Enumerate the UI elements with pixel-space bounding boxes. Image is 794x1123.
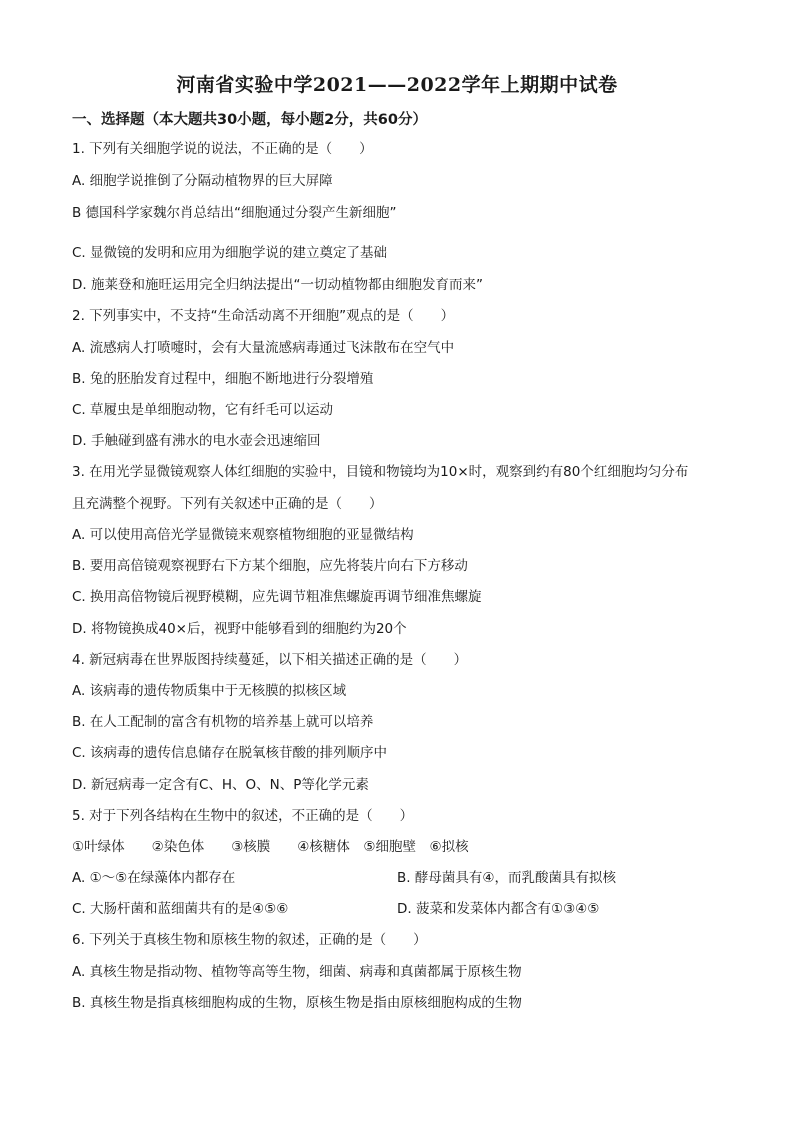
question-5-option-d: D. 菠菜和发菜体内都含有①③④⑤ (397, 901, 600, 917)
question-1-stem: 1. 下列有关细胞学说的说法，不正确的是（ ） (72, 141, 373, 157)
question-5-option-b: B. 酵母菌具有④，而乳酸菌具有拟核 (397, 870, 616, 886)
question-3-option-a: A. 可以使用高倍光学显微镜来观察植物细胞的亚显微结构 (72, 527, 414, 543)
question-2-option-a: A. 流感病人打喷嚏时，会有大量流感病毒通过飞沫散布在空气中 (72, 340, 455, 356)
question-3-stem-line-1: 3. 在用光学显微镜观察人体红细胞的实验中，目镜和物镜均为10×时，观察到约有80个红细胞均匀分布 (72, 464, 689, 480)
question-3-option-b: B. 要用高倍镜观察视野右下方某个细胞，应先将装片向右下方移动 (72, 558, 468, 574)
question-1-option-b: B 德国科学家魏尔肖总结出“细胞通过分裂产生新细胞” (72, 205, 397, 221)
question-2-option-b: B. 兔的胚胎发育过程中，细胞不断地进行分裂增殖 (72, 371, 374, 387)
question-6-option-b: B. 真核生物是指真核细胞构成的生物，原核生物是指由原核细胞构成的生物 (72, 995, 522, 1011)
question-3-option-c: C. 换用高倍物镜后视野模糊，应先调节粗准焦螺旋再调节细准焦螺旋 (72, 589, 482, 605)
question-4-option-c: C. 该病毒的遗传信息储存在脱氧核苷酸的排列顺序中 (72, 745, 388, 761)
question-5-structures: ①叶绿体 ②染色体 ③核膜 ④核糖体 ⑤细胞壁 ⑥拟核 (72, 839, 469, 855)
question-3-stem-line-2: 且充满整个视野。下列有关叙述中正确的是（ ） (72, 496, 383, 512)
question-1-option-a: A. 细胞学说推倒了分隔动植物界的巨大屏障 (72, 173, 333, 189)
question-4-stem: 4. 新冠病毒在世界版图持续蔓延，以下相关描述正确的是（ ） (72, 652, 468, 668)
section-header: 一、选择题（本大题共30小题，每小题2分，共60分） (72, 112, 427, 128)
question-4-option-d: D. 新冠病毒一定含有C、H、O、N、P等化学元素 (72, 777, 369, 793)
question-6-stem: 6. 下列关于真核生物和原核生物的叙述，正确的是（ ） (72, 932, 427, 948)
question-2-option-d: D. 手触碰到盛有沸水的电水壶会迅速缩回 (72, 433, 321, 449)
question-4-option-b: B. 在人工配制的富含有机物的培养基上就可以培养 (72, 714, 374, 730)
question-3-option-d: D. 将物镜换成40×后，视野中能够看到的细胞约为20个 (72, 621, 407, 637)
question-2-option-c: C. 草履虫是单细胞动物，它有纤毛可以运动 (72, 402, 334, 418)
question-1-option-d: D. 施莱登和施旺运用完全归纳法提出“一切动植物都由细胞发育而来” (72, 277, 483, 293)
question-5-stem: 5. 对于下列各结构在生物中的叙述，不正确的是（ ） (72, 808, 414, 824)
exam-title: 河南省实验中学2021——2022学年上期期中试卷 (176, 74, 618, 96)
question-6-option-a: A. 真核生物是指动物、植物等高等生物，细菌、病毒和真菌都属于原核生物 (72, 964, 522, 980)
question-5-option-a: A. ①～⑤在绿藻体内都存在 (72, 870, 236, 886)
question-2-stem: 2. 下列事实中，不支持“生命活动离不开细胞”观点的是（ ） (72, 308, 455, 324)
question-5-option-c: C. 大肠杆菌和蓝细菌共有的是④⑤⑥ (72, 901, 289, 917)
question-1-option-c: C. 显微镜的发明和应用为细胞学说的建立奠定了基础 (72, 245, 388, 261)
question-4-option-a: A. 该病毒的遗传物质集中于无核膜的拟核区域 (72, 683, 347, 699)
